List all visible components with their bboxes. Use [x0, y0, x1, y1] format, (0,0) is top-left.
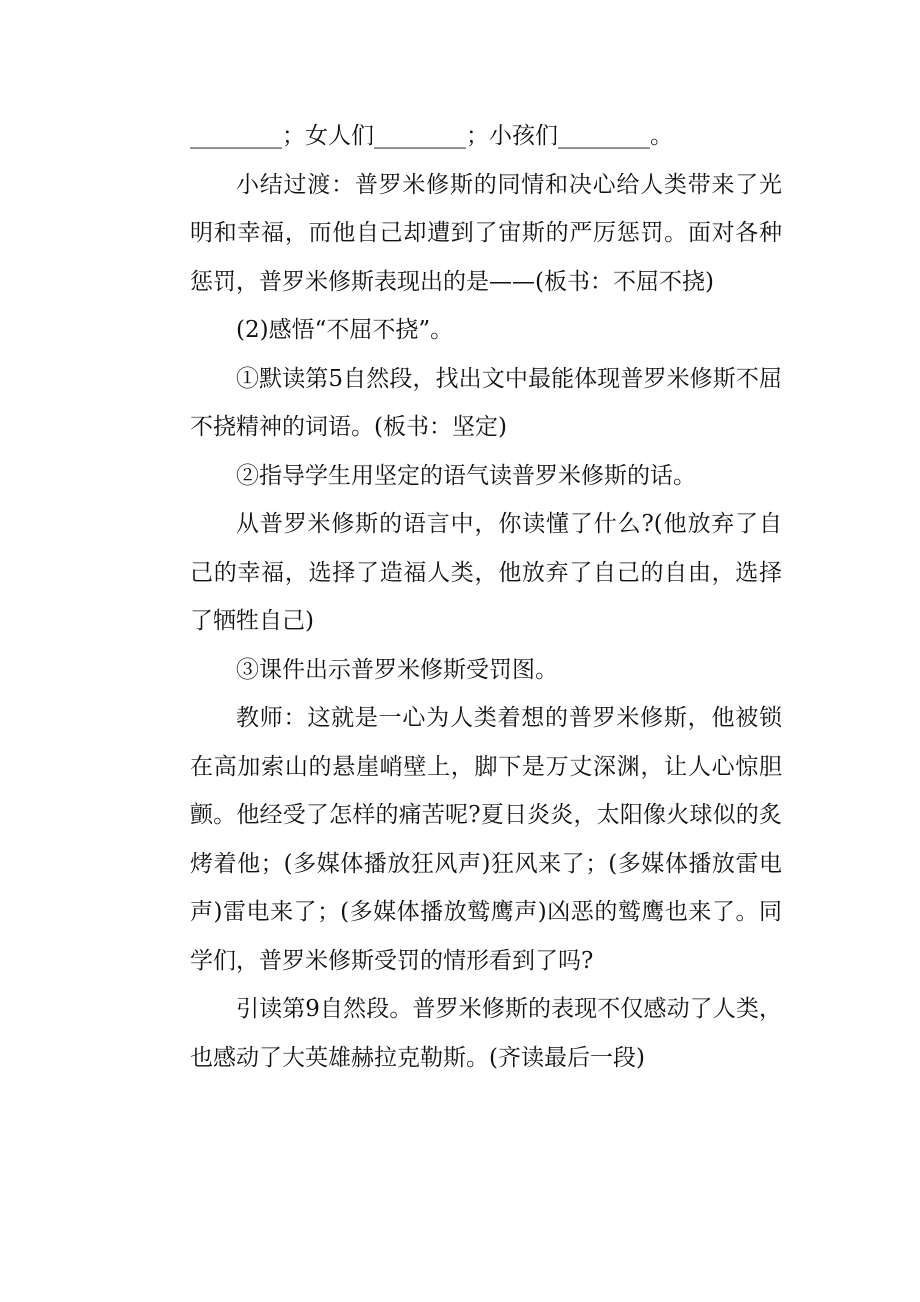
paragraph-step-1: ①默读第5自然段，找出文中最能体现普罗米修斯不屈不挠精神的词语。(板书：坚定) [190, 365, 782, 440]
paragraph-fill-blanks: ________；女人们________；小孩们________。 [190, 123, 673, 149]
paragraph-question: 从普罗米修斯的语言中，你读懂了什么?(他放弃了自己的幸福，选择了造福人类，他放弃了自己的自由，选择了牺牲自己) [190, 511, 782, 634]
document-page [190, 112, 782, 1082]
paragraph-step-3: ③课件出示普罗米修斯受罚图。 [236, 656, 558, 683]
paragraph-teacher: 教师：这就是一心为人类着想的普罗米修斯，他被锁在高加索山的悬崖峭壁上，脚下是万丈深渊，让人心惊胆颤。他经受了怎样的痛苦呢?夏日炎炎，太阳像火球似的炙烤着他；(多媒体播放狂风声)狂风来了；(多媒体播放雷电声)雷电来了；(多媒体播放鹫鹰声)凶恶的鹫鹰也来了。同学们，普罗米修斯受罚的情形看到了吗? [190, 705, 782, 974]
paragraph-summary-transition: 小结过渡：普罗米修斯的同情和决心给人类带来了光明和幸福，而他自己却遭到了宙斯的严厉惩罚。面对各种惩罚，普罗米修斯表现出的是——(板书：不屈不挠) [190, 171, 782, 295]
paragraph-guided-reading: 引读第9自然段。普罗米修斯的表现不仅感动了人类，也感动了大英雄赫拉克勒斯。(齐读最后一段) [190, 996, 782, 1071]
paragraph-section-heading: (2)感悟“不屈不挠”。 [236, 317, 454, 343]
paragraph-step-2: ②指导学生用坚定的语气读普罗米修斯的话。 [236, 462, 696, 489]
